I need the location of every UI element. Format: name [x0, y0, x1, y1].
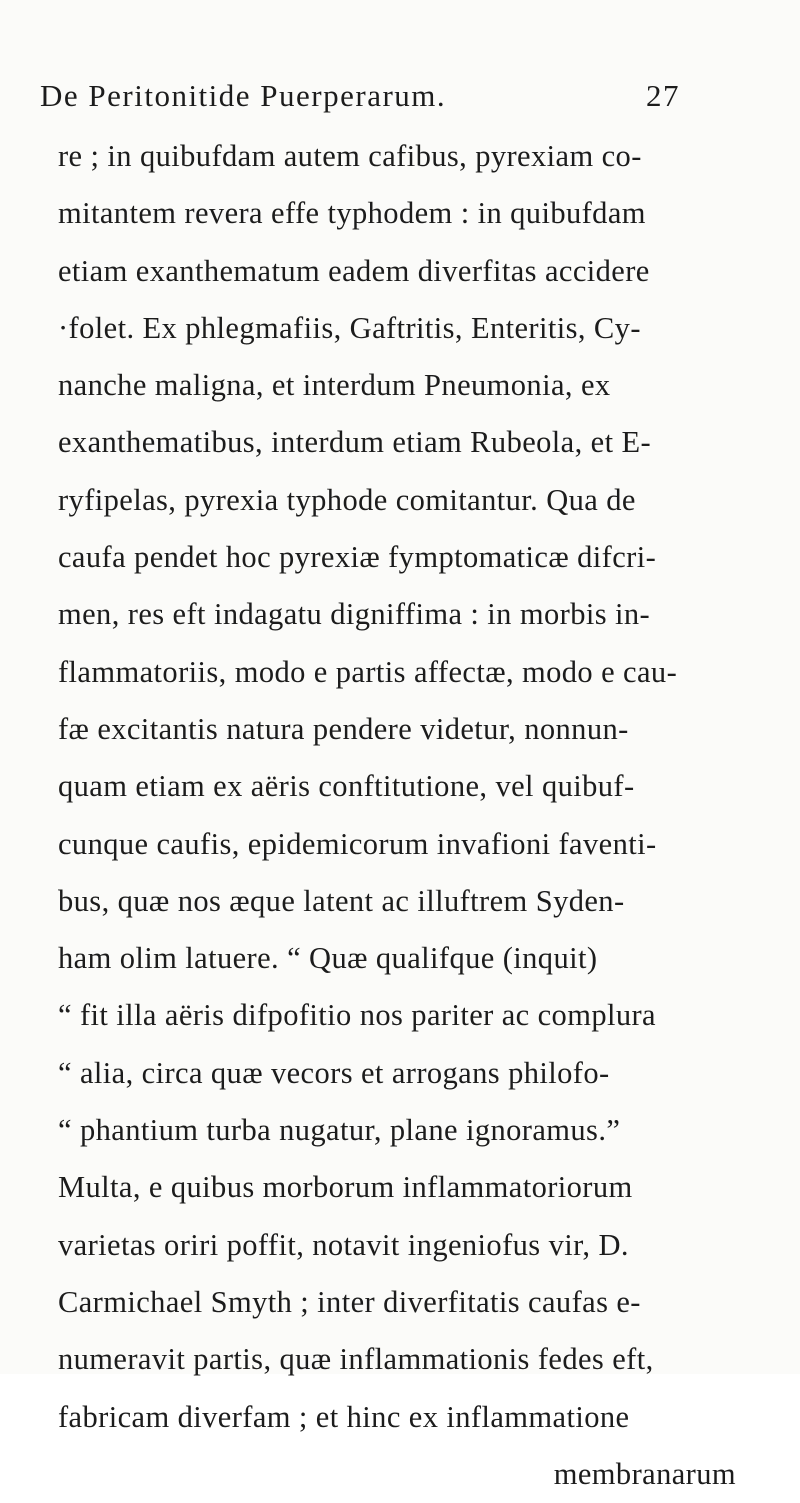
text-line: quam etiam ex aëris conftitutione, vel quibuf-: [58, 769, 635, 804]
text-line: varietas oriri poffit, notavit ingeniofus vir, D.: [58, 1227, 629, 1262]
text-line: ·folet. Ex phlegmafiis, Gaftritis, Enteritis, Cy-: [58, 310, 641, 345]
text-line: flammatoriis, modo e partis affectæ, modo e cau-: [58, 654, 678, 689]
text-line: men, res eft indagatu digniffima : in morbis in-: [58, 597, 651, 632]
text-line: fæ excitantis natura pendere videtur, nonnun-: [58, 711, 629, 746]
text-line: “ phantium turba nugatur, plane ignoramus.”: [58, 1113, 621, 1148]
text-line: bus, quæ nos æque latent ac illuftrem Syden-: [58, 883, 625, 918]
text-line: ham olim latuere. “ Quæ qualifque (inquit): [58, 941, 598, 976]
text-line: caufa pendet hoc pyrexiæ fymptomaticæ difcri-: [58, 540, 657, 575]
text-line: nanche maligna, et interdum Pneumonia, ex: [58, 368, 611, 403]
text-line: mitantem revera effe typhodem : in quibufdam: [58, 196, 646, 231]
page-number: 27: [646, 78, 680, 113]
text-line: fabricam diverfam ; et hinc ex inflammatione: [58, 1399, 630, 1434]
running-title: De Peritonitide Puerperarum.: [40, 78, 447, 113]
running-head: [40, 78, 680, 122]
text-line: Carmichael Smyth ; inter diverfitatis caufas e-: [58, 1284, 641, 1319]
catchword: membranarum: [553, 1456, 736, 1491]
text-line: exanthematibus, interdum etiam Rubeola, et E-: [58, 425, 652, 460]
text-line: “ fit illa aëris difpofitio nos pariter ac complura: [58, 998, 656, 1033]
text-line: ryfipelas, pyrexia typhode comitantur. Qua de: [58, 482, 636, 517]
body-text: [58, 128, 758, 1503]
text-line: Multa, e quibus morborum inflammatoriorum: [58, 1170, 633, 1205]
text-line: “ alia, circa quæ vecors et arrogans philofo-: [58, 1055, 610, 1090]
text-line: numeravit partis, quæ inflammationis fedes eft,: [58, 1342, 654, 1377]
text-line: etiam exanthematum eadem diverfitas accidere: [58, 253, 650, 288]
text-line: re ; in quibufdam autem cafibus, pyrexiam co-: [58, 139, 642, 173]
text-line: cunque caufis, epidemicorum invafioni faventi-: [58, 826, 657, 861]
